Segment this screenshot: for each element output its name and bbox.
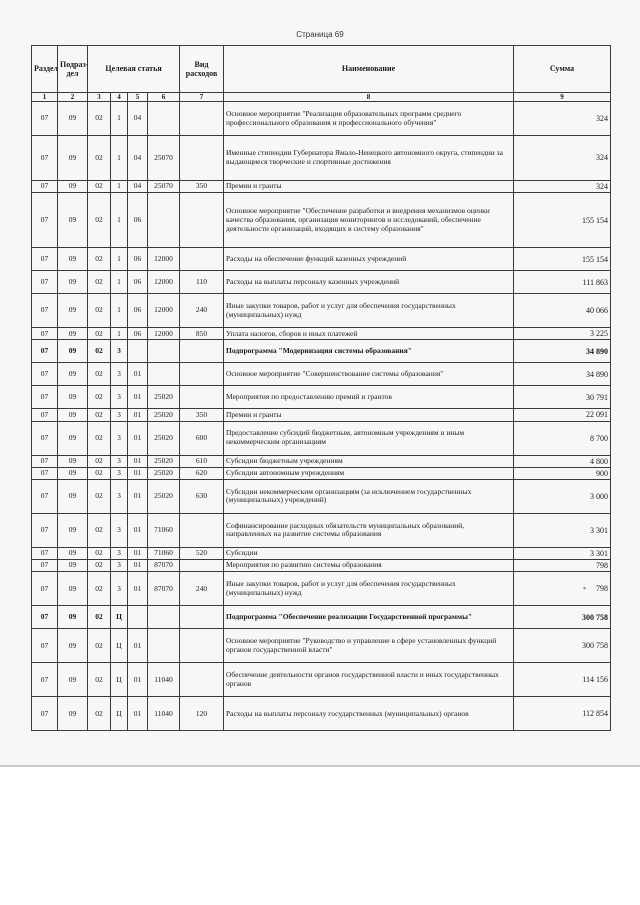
- cell-event-code: 01: [128, 663, 148, 697]
- cell-podrazdel: 09: [58, 363, 88, 386]
- cell-vid-raskhodov: [180, 193, 224, 248]
- cell-event-code: 01: [128, 363, 148, 386]
- cell-vid-raskhodov: 600: [180, 421, 224, 455]
- table-row: [32, 560, 611, 572]
- table-row: [32, 363, 611, 386]
- cell-podrazdel: 09: [58, 248, 88, 271]
- cell-summa: 3 301: [514, 513, 611, 547]
- cell-razdel: 07: [32, 606, 58, 629]
- cell-naimenovanie: Субсидии: [224, 547, 514, 559]
- header-naimenovanie: Наименование: [224, 46, 514, 93]
- cell-event-code: 01: [128, 572, 148, 606]
- cell-direction-code: 25020: [148, 455, 180, 467]
- cell-podrazdel: 09: [58, 479, 88, 513]
- cell-vid-raskhodov: 520: [180, 547, 224, 559]
- cell-razdel: 07: [32, 248, 58, 271]
- cell-vid-raskhodov: [180, 663, 224, 697]
- cell-naimenovanie: Основное мероприятие "Реализация образовательных программ среднего профессионального образования и профессионального обучения": [224, 102, 514, 136]
- cell-direction-code: 11040: [148, 663, 180, 697]
- cell-event-code: 01: [128, 455, 148, 467]
- cell-razdel: 07: [32, 421, 58, 455]
- cell-subprogram-code: 3: [111, 421, 128, 455]
- cell-summa: 34 890: [514, 340, 611, 363]
- cell-summa: 3 301: [514, 547, 611, 559]
- cell-vid-raskhodov: 350: [180, 409, 224, 421]
- cell-program-code: 02: [88, 193, 111, 248]
- cell-summa: 3 000: [514, 479, 611, 513]
- table-row: [32, 663, 611, 697]
- cell-program-code: 02: [88, 136, 111, 181]
- cell-podrazdel: 09: [58, 467, 88, 479]
- cell-podrazdel: 09: [58, 294, 88, 328]
- cell-podrazdel: 09: [58, 409, 88, 421]
- cell-subprogram-code: 1: [111, 193, 128, 248]
- cell-vid-raskhodov: 120: [180, 697, 224, 731]
- cell-event-code: 01: [128, 479, 148, 513]
- cell-naimenovanie: Основное мероприятие "Обеспечение разработки и внедрения механизмов оценки качества образования, организация мониторингов и исследований, обеспечение деятельности организаций, входящих в систему образования": [224, 193, 514, 248]
- cell-vid-raskhodov: 850: [180, 328, 224, 340]
- cell-direction-code: 25020: [148, 467, 180, 479]
- header-podrazdel: Подраз-дел: [58, 46, 88, 93]
- cell-program-code: 02: [88, 102, 111, 136]
- cell-event-code: 01: [128, 547, 148, 559]
- cell-program-code: 02: [88, 606, 111, 629]
- cell-razdel: 07: [32, 467, 58, 479]
- cell-subprogram-code: Ц: [111, 697, 128, 731]
- col-number: 6: [148, 93, 180, 102]
- cell-direction-code: 12000: [148, 248, 180, 271]
- cell-razdel: 07: [32, 193, 58, 248]
- cell-program-code: 02: [88, 181, 111, 193]
- cell-razdel: 07: [32, 294, 58, 328]
- cell-summa: 22 091: [514, 409, 611, 421]
- cell-summa: 3 225: [514, 328, 611, 340]
- cell-podrazdel: 09: [58, 560, 88, 572]
- table-row: [32, 479, 611, 513]
- cell-naimenovanie: Субсидии бюджетным учреждениям: [224, 455, 514, 467]
- cell-subprogram-code: 3: [111, 363, 128, 386]
- cell-direction-code: 25020: [148, 479, 180, 513]
- cell-event-code: 06: [128, 193, 148, 248]
- cell-summa: 40 066: [514, 294, 611, 328]
- cell-direction-code: 11040: [148, 697, 180, 731]
- cell-vid-raskhodov: 610: [180, 455, 224, 467]
- scan-mark: *: [583, 586, 587, 593]
- table-row: [32, 193, 611, 248]
- cell-program-code: 02: [88, 294, 111, 328]
- sum-value: 798: [596, 583, 609, 593]
- cell-direction-code: 25020: [148, 409, 180, 421]
- cell-direction-code: 87070: [148, 572, 180, 606]
- cell-event-code: 01: [128, 409, 148, 421]
- cell-naimenovanie: Расходы на выплаты персоналу государственных (муниципальных) органов: [224, 697, 514, 731]
- cell-program-code: 02: [88, 409, 111, 421]
- cell-vid-raskhodov: [180, 513, 224, 547]
- cell-razdel: 07: [32, 560, 58, 572]
- cell-program-code: 02: [88, 467, 111, 479]
- cell-program-code: 02: [88, 560, 111, 572]
- cell-razdel: 07: [32, 479, 58, 513]
- table-row: [32, 248, 611, 271]
- cell-razdel: 07: [32, 409, 58, 421]
- cell-direction-code: [148, 629, 180, 663]
- cell-subprogram-code: 3: [111, 572, 128, 606]
- cell-razdel: 07: [32, 363, 58, 386]
- table-row: [32, 421, 611, 455]
- cell-event-code: 01: [128, 467, 148, 479]
- table-row: [32, 606, 611, 629]
- cell-direction-code: 25070: [148, 181, 180, 193]
- table-row: [32, 409, 611, 421]
- cell-direction-code: 71060: [148, 547, 180, 559]
- cell-razdel: 07: [32, 455, 58, 467]
- cell-event-code: [128, 340, 148, 363]
- cell-event-code: 01: [128, 386, 148, 409]
- cell-razdel: 07: [32, 547, 58, 559]
- cell-subprogram-code: 1: [111, 136, 128, 181]
- cell-event-code: 06: [128, 328, 148, 340]
- cell-razdel: 07: [32, 513, 58, 547]
- cell-subprogram-code: 3: [111, 479, 128, 513]
- cell-summa: 114 156: [514, 663, 611, 697]
- cell-naimenovanie: Мероприятия по предоставлению премий и грантов: [224, 386, 514, 409]
- cell-summa: 324: [514, 102, 611, 136]
- cell-vid-raskhodov: [180, 363, 224, 386]
- table-body: [32, 102, 611, 731]
- cell-subprogram-code: 3: [111, 340, 128, 363]
- cell-program-code: 02: [88, 340, 111, 363]
- cell-event-code: 01: [128, 629, 148, 663]
- cell-naimenovanie: Обеспечение деятельности органов государственной власти и иных государственных органов: [224, 663, 514, 697]
- cell-event-code: 06: [128, 248, 148, 271]
- col-number: 3: [88, 93, 111, 102]
- cell-subprogram-code: 1: [111, 181, 128, 193]
- table-row: [32, 136, 611, 181]
- cell-event-code: 01: [128, 421, 148, 455]
- cell-program-code: 02: [88, 363, 111, 386]
- cell-summa: 4 800: [514, 455, 611, 467]
- cell-vid-raskhodov: [180, 136, 224, 181]
- cell-summa: 111 863: [514, 271, 611, 294]
- cell-summa: 324: [514, 181, 611, 193]
- cell-program-code: 02: [88, 455, 111, 467]
- cell-subprogram-code: 3: [111, 455, 128, 467]
- cell-program-code: 02: [88, 629, 111, 663]
- col-number: 9: [514, 93, 611, 102]
- cell-subprogram-code: 3: [111, 547, 128, 559]
- cell-naimenovanie: Премии и гранты: [224, 409, 514, 421]
- cell-summa: 300 758: [514, 629, 611, 663]
- cell-podrazdel: 09: [58, 547, 88, 559]
- cell-podrazdel: 09: [58, 629, 88, 663]
- cell-naimenovanie: Основное мероприятие "Руководство и управление в сфере установленных функций органов государственной власти": [224, 629, 514, 663]
- cell-razdel: 07: [32, 271, 58, 294]
- cell-subprogram-code: 3: [111, 467, 128, 479]
- scan-edge: [0, 765, 640, 767]
- cell-direction-code: 25070: [148, 136, 180, 181]
- table-row: [32, 271, 611, 294]
- cell-program-code: 02: [88, 328, 111, 340]
- table-row: [32, 455, 611, 467]
- cell-event-code: 04: [128, 102, 148, 136]
- cell-vid-raskhodov: [180, 560, 224, 572]
- cell-subprogram-code: 1: [111, 294, 128, 328]
- cell-event-code: 01: [128, 560, 148, 572]
- cell-subprogram-code: 3: [111, 513, 128, 547]
- cell-program-code: 02: [88, 547, 111, 559]
- budget-table: [31, 45, 611, 731]
- cell-direction-code: 25020: [148, 386, 180, 409]
- cell-direction-code: [148, 606, 180, 629]
- col-number: 5: [128, 93, 148, 102]
- cell-razdel: 07: [32, 181, 58, 193]
- cell-summa: 300 758: [514, 606, 611, 629]
- table-row: [32, 181, 611, 193]
- cell-summa: 112 854: [514, 697, 611, 731]
- cell-razdel: 07: [32, 386, 58, 409]
- cell-program-code: 02: [88, 421, 111, 455]
- cell-program-code: 02: [88, 663, 111, 697]
- cell-subprogram-code: 1: [111, 102, 128, 136]
- cell-naimenovanie: Субсидии автономным учреждениям: [224, 467, 514, 479]
- cell-program-code: 02: [88, 697, 111, 731]
- cell-subprogram-code: 3: [111, 409, 128, 421]
- cell-subprogram-code: 3: [111, 560, 128, 572]
- cell-podrazdel: 09: [58, 606, 88, 629]
- cell-razdel: 07: [32, 572, 58, 606]
- cell-event-code: 01: [128, 697, 148, 731]
- cell-subprogram-code: Ц: [111, 606, 128, 629]
- col-number: 7: [180, 93, 224, 102]
- cell-naimenovanie: Мероприятия по развитию системы образования: [224, 560, 514, 572]
- cell-direction-code: [148, 340, 180, 363]
- table-row: [32, 294, 611, 328]
- cell-naimenovanie: Подпрограмма "Модернизация системы образования": [224, 340, 514, 363]
- cell-vid-raskhodov: 110: [180, 271, 224, 294]
- cell-razdel: 07: [32, 629, 58, 663]
- table-row: [32, 340, 611, 363]
- cell-razdel: 07: [32, 697, 58, 731]
- cell-naimenovanie: Иные закупки товаров, работ и услуг для обеспечения государственных (муниципальных) нужд: [224, 294, 514, 328]
- cell-vid-raskhodov: 240: [180, 572, 224, 606]
- cell-naimenovanie: Расходы на выплаты персоналу казенных учреждений: [224, 271, 514, 294]
- table-row: [32, 629, 611, 663]
- cell-naimenovanie: Подпрограмма "Обеспечение реализации Государственной программы": [224, 606, 514, 629]
- cell-podrazdel: 09: [58, 697, 88, 731]
- cell-razdel: 07: [32, 663, 58, 697]
- column-number-row: [32, 93, 611, 102]
- page-label: Страница 69: [296, 30, 344, 39]
- cell-subprogram-code: Ц: [111, 629, 128, 663]
- cell-podrazdel: 09: [58, 513, 88, 547]
- cell-naimenovanie: Уплата налогов, сборов и иных платежей: [224, 328, 514, 340]
- cell-vid-raskhodov: [180, 248, 224, 271]
- table-row: [32, 102, 611, 136]
- cell-event-code: [128, 606, 148, 629]
- table-row: [32, 547, 611, 559]
- cell-vid-raskhodov: 630: [180, 479, 224, 513]
- cell-direction-code: 87070: [148, 560, 180, 572]
- cell-direction-code: 25020: [148, 421, 180, 455]
- header-summa: Сумма: [514, 46, 611, 93]
- cell-vid-raskhodov: [180, 629, 224, 663]
- col-number: 4: [111, 93, 128, 102]
- cell-program-code: 02: [88, 513, 111, 547]
- cell-direction-code: 12000: [148, 294, 180, 328]
- cell-podrazdel: 09: [58, 193, 88, 248]
- cell-naimenovanie: Софинансирование расходных обязательств муниципальных образований, направленных на развитие системы образования: [224, 513, 514, 547]
- cell-vid-raskhodov: 240: [180, 294, 224, 328]
- header-razdel: Раздел: [32, 46, 58, 93]
- cell-subprogram-code: 1: [111, 248, 128, 271]
- col-number: 1: [32, 93, 58, 102]
- cell-podrazdel: 09: [58, 572, 88, 606]
- cell-naimenovanie: Основное мероприятие "Совершенствование системы образования": [224, 363, 514, 386]
- cell-summa: 324: [514, 136, 611, 181]
- cell-vid-raskhodov: [180, 606, 224, 629]
- header-tselevaya-statya: Целевая статья: [88, 46, 180, 93]
- cell-podrazdel: 09: [58, 271, 88, 294]
- cell-naimenovanie: Именные стипендии Губернатора Ямало-Ненецкого автономного округа, стипендии за выдающиеся творческие и спортивные достижения: [224, 136, 514, 181]
- header-vid-raskhodov: Вид расходов: [180, 46, 224, 93]
- cell-vid-raskhodov: [180, 340, 224, 363]
- cell-summa: [514, 572, 611, 606]
- table-row: [32, 328, 611, 340]
- cell-summa: 8 700: [514, 421, 611, 455]
- table-row: [32, 572, 611, 606]
- cell-razdel: 07: [32, 136, 58, 181]
- cell-direction-code: [148, 102, 180, 136]
- cell-vid-raskhodov: 620: [180, 467, 224, 479]
- cell-direction-code: 71060: [148, 513, 180, 547]
- cell-podrazdel: 09: [58, 386, 88, 409]
- table-header-row: [32, 46, 611, 93]
- cell-direction-code: [148, 363, 180, 386]
- cell-summa: 798: [514, 560, 611, 572]
- col-number: 2: [58, 93, 88, 102]
- cell-subprogram-code: 1: [111, 271, 128, 294]
- cell-event-code: 04: [128, 136, 148, 181]
- cell-summa: 155 154: [514, 193, 611, 248]
- cell-direction-code: [148, 193, 180, 248]
- cell-podrazdel: 09: [58, 181, 88, 193]
- cell-program-code: 02: [88, 271, 111, 294]
- cell-subprogram-code: 1: [111, 328, 128, 340]
- cell-podrazdel: 09: [58, 328, 88, 340]
- cell-vid-raskhodov: 350: [180, 181, 224, 193]
- cell-program-code: 02: [88, 479, 111, 513]
- cell-podrazdel: 09: [58, 455, 88, 467]
- cell-event-code: 06: [128, 271, 148, 294]
- cell-event-code: 04: [128, 181, 148, 193]
- cell-naimenovanie: Предоставление субсидий бюджетным, автономным учреждениям и иным некоммерческим организациям: [224, 421, 514, 455]
- table-row: [32, 386, 611, 409]
- cell-program-code: 02: [88, 386, 111, 409]
- cell-subprogram-code: 3: [111, 386, 128, 409]
- cell-razdel: 07: [32, 340, 58, 363]
- cell-subprogram-code: Ц: [111, 663, 128, 697]
- cell-vid-raskhodov: [180, 386, 224, 409]
- cell-naimenovanie: Премии и гранты: [224, 181, 514, 193]
- cell-podrazdel: 09: [58, 136, 88, 181]
- cell-podrazdel: 09: [58, 421, 88, 455]
- table-row: [32, 697, 611, 731]
- cell-naimenovanie: Иные закупки товаров, работ и услуг для обеспечения государственных (муниципальных) нужд: [224, 572, 514, 606]
- cell-direction-code: 12000: [148, 271, 180, 294]
- cell-naimenovanie: Расходы на обеспечение функций казенных учреждений: [224, 248, 514, 271]
- cell-event-code: 01: [128, 513, 148, 547]
- cell-vid-raskhodov: [180, 102, 224, 136]
- cell-event-code: 06: [128, 294, 148, 328]
- table-row: [32, 467, 611, 479]
- cell-podrazdel: 09: [58, 663, 88, 697]
- cell-razdel: 07: [32, 102, 58, 136]
- cell-program-code: 02: [88, 248, 111, 271]
- cell-direction-code: 12000: [148, 328, 180, 340]
- cell-naimenovanie: Субсидии некоммерческим организациям (за исключением государственных (муниципальных) учреждений): [224, 479, 514, 513]
- col-number: 8: [224, 93, 514, 102]
- table-row: [32, 513, 611, 547]
- cell-program-code: 02: [88, 572, 111, 606]
- cell-summa: 30 791: [514, 386, 611, 409]
- cell-podrazdel: 09: [58, 340, 88, 363]
- cell-razdel: 07: [32, 328, 58, 340]
- cell-summa: 34 890: [514, 363, 611, 386]
- cell-podrazdel: 09: [58, 102, 88, 136]
- cell-summa: 900: [514, 467, 611, 479]
- cell-summa: 155 154: [514, 248, 611, 271]
